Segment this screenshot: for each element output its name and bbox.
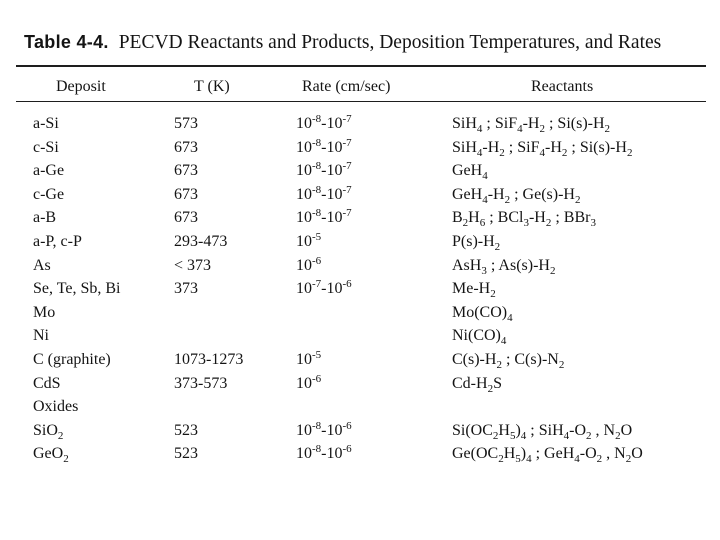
cell-deposit: GeO$_2$ [33, 445, 69, 466]
cell-rate: $10^{-8}-10^{-7}$ [296, 207, 352, 227]
cell-deposit: c-Ge [33, 185, 65, 203]
cell-temperature: 523 [174, 445, 198, 463]
cell-temperature: 673 [174, 185, 198, 203]
cell-temperature: 523 [174, 421, 198, 439]
cell-deposit: Se, Te, Sb, Bi [33, 280, 121, 298]
cell-rate: $10^{-8}-10^{-7}$ [296, 160, 352, 180]
cell-rate: $10^{-7}-10^{-6}$ [296, 278, 352, 298]
cell-temperature: 373-573 [174, 374, 228, 392]
cell-temperature: 293-473 [174, 233, 228, 250]
cell-rate: $10^{-8}-10^{-6}$ [296, 443, 352, 463]
cell-deposit: Oxides [33, 398, 79, 416]
cell-reactants: $C(s)-H_2$ ; $C(s)-N_2$ [452, 351, 565, 371]
top-rule [16, 65, 706, 67]
cell-deposit: Ni [33, 327, 49, 345]
header-rate: Rate (cm/sec) [302, 78, 391, 95]
cell-reactants: $Mo(CO)_4$ [452, 303, 513, 324]
cell-temperature: 673 [174, 209, 198, 227]
cell-deposit: As [33, 256, 51, 274]
cell-reactants: $GeH_4-H_2$ ; $Ge(s)-H_2$ [452, 185, 581, 206]
cell-rate: $10^{-6}$ [296, 372, 322, 392]
table-number: Table 4-4. [24, 32, 109, 52]
cell-deposit: C (graphite) [33, 351, 111, 368]
cell-deposit: a-B [33, 209, 57, 227]
cell-deposit: CdS [33, 374, 61, 392]
cell-deposit: a-Si [33, 115, 59, 132]
cell-deposit: SiO$_2$ [33, 421, 64, 442]
cell-reactants: $B_2H_6$ ; $BCl_3-H_2$ ; BBr$_3$ [452, 209, 596, 230]
cell-temperature: < 373 [174, 256, 212, 274]
cell-rate: $10^{-8}-10^{-7}$ [296, 113, 352, 132]
cell-temperature: 573 [174, 115, 198, 132]
cell-reactants: $Ge(OC_2H_5)_4$ ; $GeH_4-O_2$ , $N_2O$ [452, 445, 643, 466]
cell-deposit: Mo [33, 303, 56, 321]
table-caption [24, 30, 704, 55]
cell-reactants: $Me-H_2$ [452, 280, 496, 301]
cell-reactants: AsH$_3$ ; $As(s)-H_2$ [452, 256, 556, 277]
cell-rate: $10^{-5}$ [296, 231, 322, 250]
cell-reactants: $Ni(CO)_4$ [452, 327, 507, 348]
cell-deposit: a-Ge [33, 162, 65, 180]
cell-reactants: $Si(OC_2H_5)_4$ ; $SiH_4-O_2$ , $N_2O$ [452, 421, 633, 442]
cell-temperature: 373 [174, 280, 198, 298]
cell-reactants: GeH$_4$ [452, 162, 488, 183]
header-reactants: Reactants [531, 78, 594, 95]
cell-reactants: $Cd-H_2S$ [452, 374, 502, 395]
cell-rate: $10^{-8}-10^{-6}$ [296, 419, 352, 439]
cell-reactants: $P(s)-H_2$ [452, 233, 501, 253]
header-rule [16, 101, 706, 102]
table-title: PECVD Reactants and Products, Deposition Temperatures, and Rates [118, 32, 662, 53]
header-deposit: Deposit [56, 78, 106, 95]
cell-deposit: c-Si [33, 138, 59, 156]
cell-rate: $10^{-5}$ [296, 349, 322, 368]
cell-rate: $10^{-6}$ [296, 254, 322, 274]
cell-temperature: 673 [174, 162, 198, 180]
cell-rate: $10^{-8}-10^{-7}$ [296, 136, 352, 156]
cell-reactants: SiH$_4$ ; $SiF_4-H_2$ ; $Si(s)-H_2$ [452, 115, 611, 135]
header-temperature: T (K) [194, 78, 230, 95]
cell-temperature: 673 [174, 138, 198, 156]
cell-temperature: 1073-1273 [174, 351, 244, 368]
cell-deposit: a-P, c-P [33, 233, 82, 250]
cell-rate: $10^{-8}-10^{-7}$ [296, 183, 352, 203]
cell-reactants: $SiH_4-H_2$ ; $SiF_4-H_2$ ; $Si(s)-H_2$ [452, 138, 633, 159]
